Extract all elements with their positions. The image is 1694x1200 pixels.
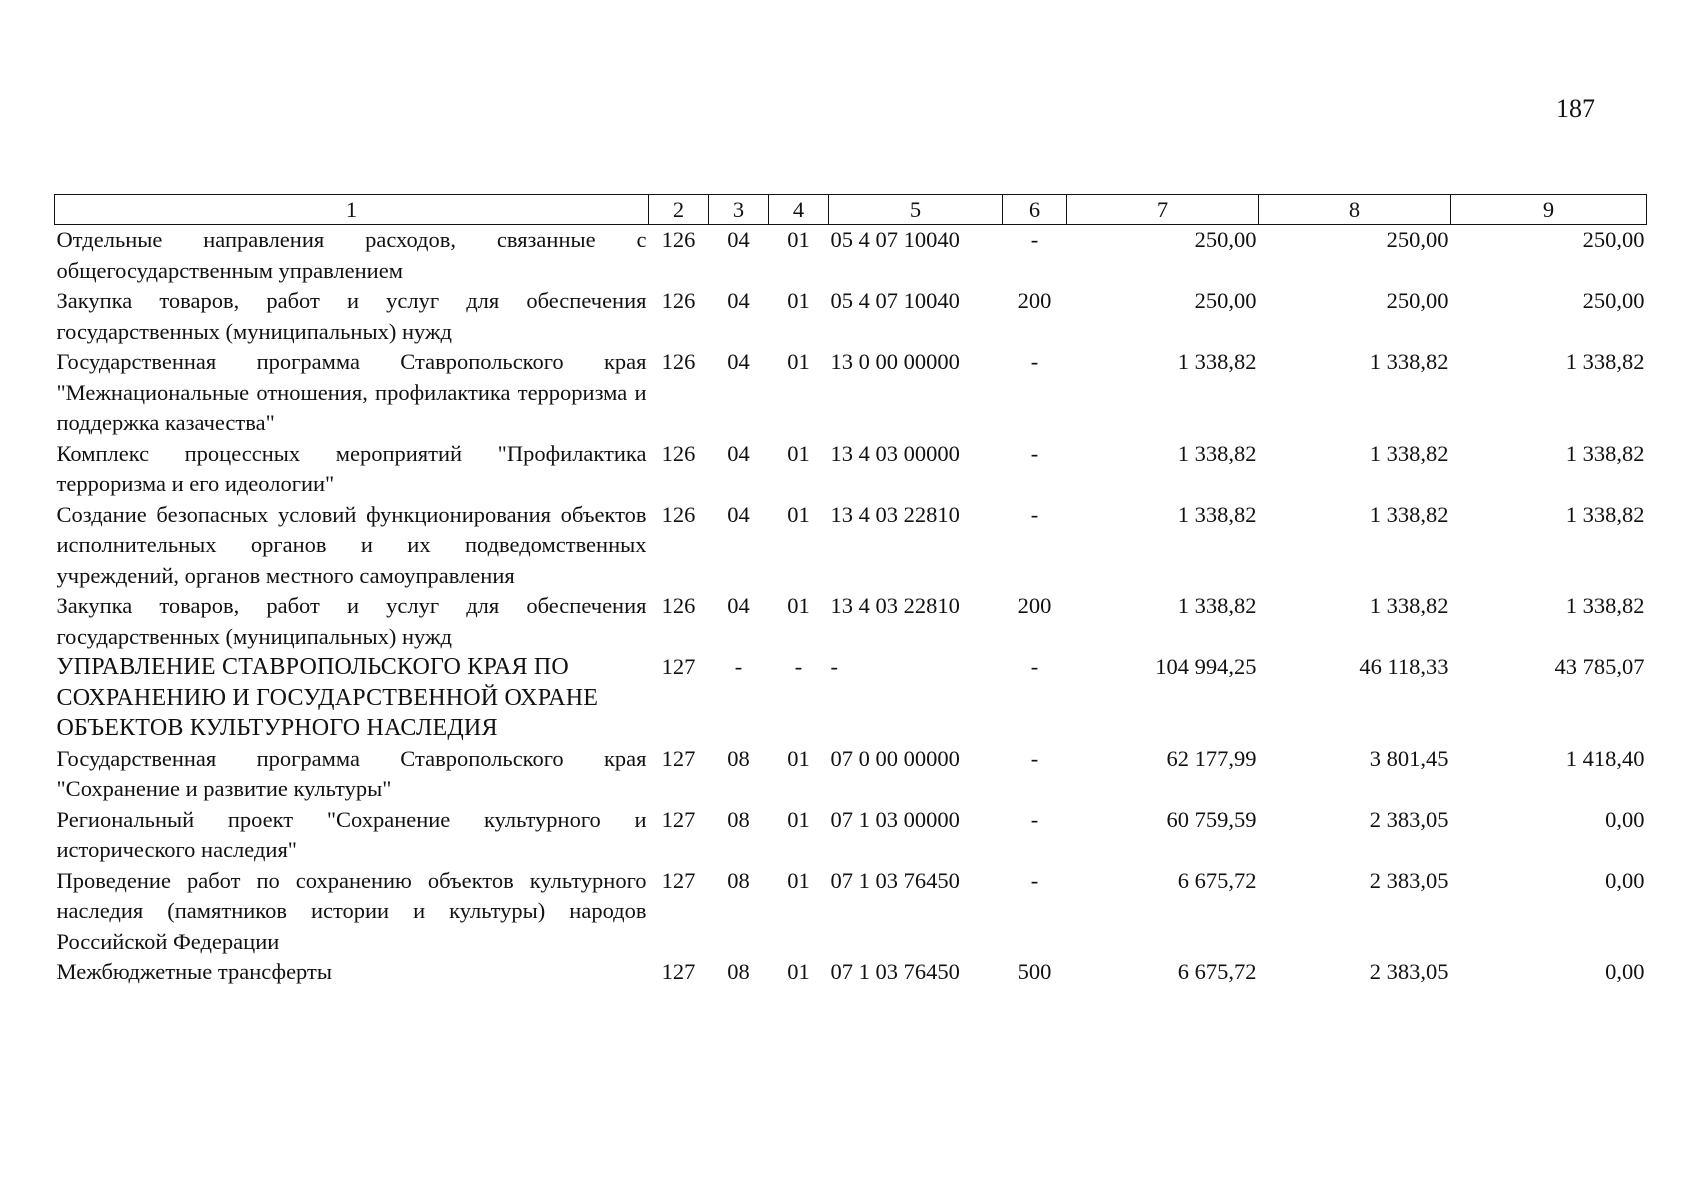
cell-amount-year-2: 2 383,05 [1369,867,1449,893]
row-name: Отдельные направления расходов, связанные с общегосударственным управлением [56,227,647,283]
cell-amount-year-3: 0,00 [1605,806,1645,832]
cell-target-article: 13 0 00 00000 [830,349,960,374]
cell-expense-type: - [1030,501,1039,527]
cell-target-article: 07 1 03 76450 [830,959,960,984]
table-row [55,500,1647,592]
cell-ministry: 127 [661,959,696,984]
row-name: Создание безопасных условий функционирования объектов исполнительных органов и их подведомственных учреждений, органов местного самоуправления [56,501,647,588]
column-header-4: 4 [769,195,829,225]
budget-table [54,194,1647,988]
cell-amount-year-2: 46 118,33 [1359,654,1449,679]
column-header-9: 9 [1451,195,1647,225]
row-name: Государственная программа Ставропольского края "Межнациональные отношения, профилактика терроризма и поддержка казачества" [56,349,647,435]
row-name: Региональный проект "Сохранение культурного и исторического наследия" [56,806,647,862]
page-number: 187 [1556,94,1595,123]
table-body [55,225,1647,988]
cell-amount-year-2: 1 338,82 [1369,501,1449,527]
cell-amount-year-2: 1 338,82 [1369,349,1449,374]
cell-expense-type: - [1030,867,1039,893]
cell-ministry: 126 [661,349,696,374]
cell-expense-type: 500 [1017,959,1052,984]
column-header-1: 1 [55,195,649,225]
cell-amount-year-3: 1 338,82 [1565,501,1645,527]
table-row [55,866,1647,958]
table-row [55,591,1647,652]
column-header-6: 6 [1003,195,1067,225]
cell-expense-type: 200 [1017,288,1052,313]
cell-expense-type: 200 [1017,593,1052,618]
cell-section: 04 [727,501,750,527]
row-name: Межбюджетные трансферты [56,959,332,984]
cell-amount-year-1: 1 338,82 [1177,501,1257,527]
table-row [55,347,1647,439]
table-row [55,439,1647,500]
cell-ministry: 126 [661,288,696,313]
cell-subsection: - [794,654,803,679]
cell-amount-year-1: 6 675,72 [1177,867,1257,893]
cell-subsection: 01 [787,288,810,313]
table-row [55,744,1647,805]
cell-target-article: - [830,654,838,679]
cell-amount-year-1: 60 759,59 [1166,806,1257,832]
cell-subsection: 01 [787,501,810,527]
cell-section: 04 [727,593,750,618]
cell-subsection: 01 [787,227,810,252]
cell-target-article: 05 4 07 10040 [830,227,960,252]
cell-amount-year-3: 1 338,82 [1565,593,1645,618]
cell-amount-year-2: 3 801,45 [1369,745,1449,771]
column-header-2: 2 [649,195,709,225]
row-name: Проведение работ по сохранению объектов культурного наследия (памятников истории и культуры) народов Российской Федерации [56,867,647,954]
cell-subsection: 01 [787,745,810,771]
cell-amount-year-3: 250,00 [1582,288,1645,313]
cell-target-article: 07 1 03 00000 [830,806,960,832]
row-name: Закупка товаров, работ и услуг для обеспечения государственных (муниципальных) нужд [56,288,647,344]
table-row [55,805,1647,866]
cell-section: 04 [727,288,750,313]
cell-section: 08 [727,806,750,832]
cell-expense-type: - [1030,806,1039,832]
column-header-8: 8 [1259,195,1451,225]
cell-amount-year-1: 250,00 [1194,288,1257,313]
cell-amount-year-1: 1 338,82 [1177,593,1257,618]
table-row [55,957,1647,988]
cell-ministry: 126 [661,440,696,466]
cell-amount-year-3: 1 338,82 [1565,440,1645,466]
cell-ministry: 127 [661,654,696,679]
row-name: УПРАВЛЕНИЕ СТАВРОПОЛЬСКОГО КРАЯ ПО СОХРАНЕНИЮ И ГОСУДАРСТВЕННОЙ ОХРАНЕ ОБЪЕКТОВ КУЛЬТУРНОГО НАСЛЕДИЯ [56,654,599,741]
cell-amount-year-1: 6 675,72 [1177,959,1257,984]
cell-section: 04 [727,440,750,466]
cell-amount-year-1: 62 177,99 [1166,745,1257,771]
column-header-3: 3 [709,195,769,225]
cell-ministry: 127 [661,745,696,771]
table-row [55,652,1647,744]
cell-target-article: 05 4 07 10040 [830,288,960,313]
header-row [55,195,1647,225]
cell-amount-year-2: 2 383,05 [1369,806,1449,832]
column-header-5: 5 [829,195,1003,225]
cell-section: - [734,654,743,679]
cell-amount-year-2: 1 338,82 [1369,593,1449,618]
cell-subsection: 01 [787,349,810,374]
cell-subsection: 01 [787,867,810,893]
row-name: Комплекс процессных мероприятий "Профилактика терроризма и его идеологии" [56,440,647,496]
table-row [55,286,1647,347]
cell-expense-type: - [1030,227,1039,252]
table-header [55,195,1647,225]
cell-section: 08 [727,745,750,771]
cell-amount-year-1: 1 338,82 [1177,349,1257,374]
cell-ministry: 126 [661,593,696,618]
cell-expense-type: - [1030,745,1039,771]
cell-section: 04 [727,227,750,252]
cell-target-article: 07 1 03 76450 [830,867,960,893]
cell-expense-type: - [1030,349,1039,374]
cell-amount-year-2: 2 383,05 [1369,959,1449,984]
cell-section: 04 [727,349,750,374]
cell-subsection: 01 [787,959,810,984]
cell-subsection: 01 [787,440,810,466]
cell-amount-year-3: 1 338,82 [1565,349,1645,374]
cell-amount-year-3: 0,00 [1605,959,1645,984]
cell-amount-year-1: 104 994,25 [1155,654,1257,679]
cell-section: 08 [727,867,750,893]
cell-target-article: 07 0 00 00000 [830,745,960,771]
cell-amount-year-2: 250,00 [1386,227,1449,252]
cell-amount-year-1: 1 338,82 [1177,440,1257,466]
cell-amount-year-2: 250,00 [1386,288,1449,313]
cell-target-article: 13 4 03 22810 [830,593,960,618]
cell-ministry: 126 [661,501,696,527]
row-name: Государственная программа Ставропольского края "Сохранение и развитие культуры" [56,745,647,801]
table-row [55,225,1647,287]
cell-target-article: 13 4 03 22810 [830,501,960,527]
cell-amount-year-3: 250,00 [1582,227,1645,252]
cell-amount-year-2: 1 338,82 [1369,440,1449,466]
cell-ministry: 127 [661,867,696,893]
cell-target-article: 13 4 03 00000 [830,440,960,466]
cell-amount-year-3: 0,00 [1605,867,1645,893]
cell-expense-type: - [1030,654,1039,679]
row-name: Закупка товаров, работ и услуг для обеспечения государственных (муниципальных) нужд [56,593,647,649]
cell-ministry: 126 [661,227,696,252]
cell-amount-year-3: 1 418,40 [1565,745,1645,771]
cell-subsection: 01 [787,593,810,618]
cell-expense-type: - [1030,440,1039,466]
cell-amount-year-1: 250,00 [1194,227,1257,252]
column-header-7: 7 [1067,195,1259,225]
cell-section: 08 [727,959,750,984]
cell-amount-year-3: 43 785,07 [1554,654,1645,679]
cell-subsection: 01 [787,806,810,832]
cell-ministry: 127 [661,806,696,832]
